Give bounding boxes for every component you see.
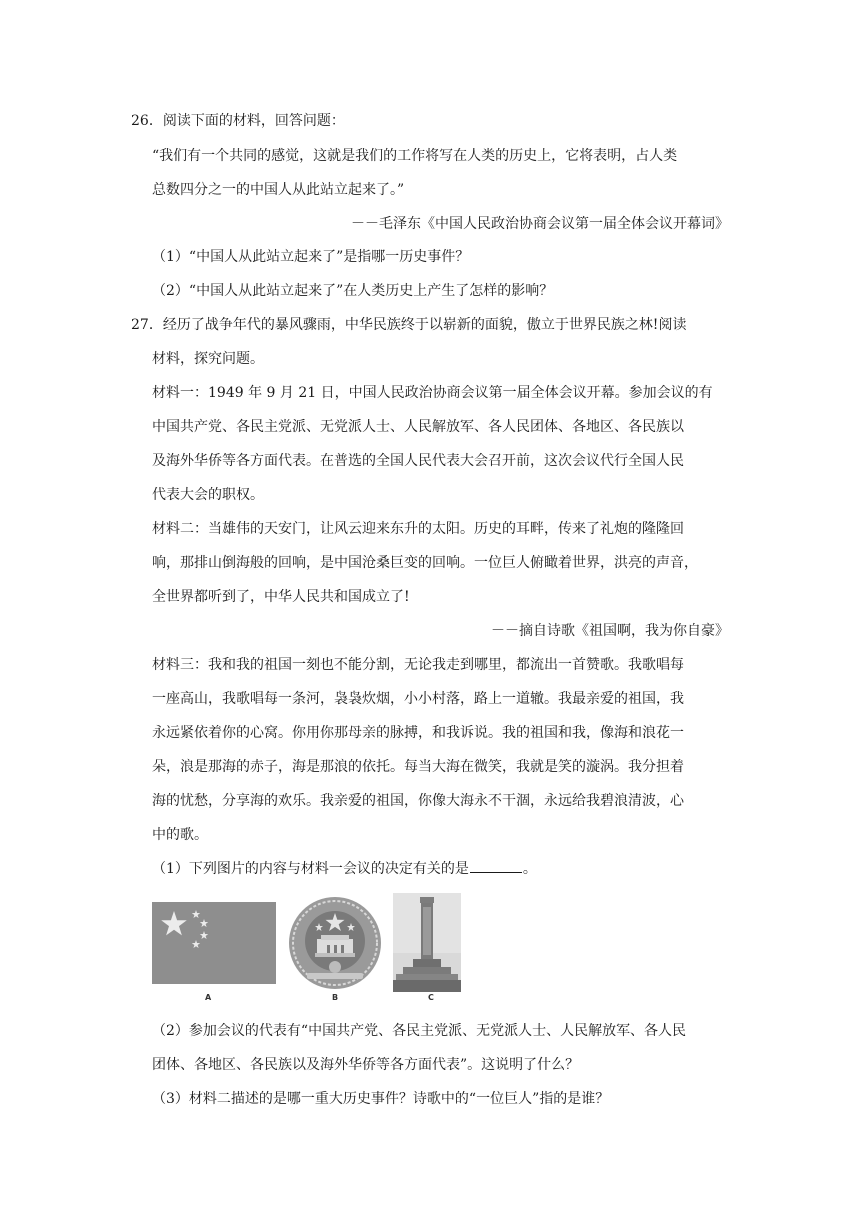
national-flag-image bbox=[152, 902, 276, 984]
image-label-a: A bbox=[205, 993, 212, 1002]
image-label-c: C bbox=[428, 993, 434, 1002]
national-emblem-image bbox=[287, 895, 383, 991]
q27-material3-line6: 中的歌。 bbox=[152, 827, 208, 843]
q27-sub1 bbox=[152, 858, 537, 879]
q26-sub1: （1）“中国人从此站立起来了”是指哪一历史事件？ bbox=[152, 249, 470, 265]
q27-material3-line2: 一座高山，我歌唱每一条河，袅袅炊烟，小小村落，路上一道辙。我最亲爱的祖国，我 bbox=[152, 691, 684, 707]
monument-image bbox=[393, 893, 461, 992]
q27-sub2-line1: （2）参加会议的代表有“中国共产党、各民主党派、无党派人士、人民解放军、各人民 bbox=[152, 1023, 687, 1039]
q26-source: －－毛泽东《中国人民政治协商会议第一届全体会议开幕词》 bbox=[351, 216, 729, 232]
q27-material3-line3: 永远紧依着你的心窝。你用你那母亲的脉搏，和我诉说。我的祖国和我，像海和浪花一 bbox=[152, 725, 684, 741]
q27-material2-line1: 材料二：当雄伟的天安门，让风云迎来东升的太阳。历史的耳畔，传来了礼炮的隆隆回 bbox=[152, 521, 684, 537]
q26-quote-line2: 总数四分之一的中国人从此站立起来了。” bbox=[152, 182, 405, 198]
q27-stem-line2: 材料，探究问题。 bbox=[152, 351, 264, 367]
q27-stem-line1: 27．经历了战争年代的暴风骤雨，中华民族终于以崭新的面貌，傲立于世界民族之林!阅读 bbox=[131, 317, 687, 333]
q27-material1-line3: 及海外华侨等各方面代表。在普选的全国人民代表大会召开前，这次会议代行全国人民 bbox=[152, 453, 684, 469]
q27-material1-line2: 中国共产党、各民主党派、无党派人士、人民解放军、各人民团体、各地区、各民族以 bbox=[152, 419, 684, 435]
q26-stem: 26．阅读下面的材料，回答问题： bbox=[131, 113, 345, 129]
q26-quote-line1: “我们有一个共同的感觉，这就是我们的工作将写在人类的历史上，它将表明，占人类 bbox=[152, 148, 678, 164]
q27-material1-line4: 代表大会的职权。 bbox=[152, 487, 264, 503]
q27-material2-line3: 全世界都听到了，中华人民共和国成立了! bbox=[152, 589, 410, 605]
q27-sub2-line2: 团体、各地区、各民族以及海外华侨等各方面代表”。这说明了什么？ bbox=[152, 1057, 580, 1073]
q27-sub3: （3）材料二描述的是哪一重大历史事件？诗歌中的“一位巨人”指的是谁？ bbox=[152, 1091, 610, 1107]
answer-blank[interactable] bbox=[470, 858, 522, 873]
image-label-b: B bbox=[332, 993, 339, 1002]
q27-material3-line5: 海的忧愁，分享海的欢乐。我亲爱的祖国，你像大海永不干涸，永远给我碧浪清波，心 bbox=[152, 793, 684, 809]
q26-sub2: （2）“中国人从此站立起来了”在人类历史上产生了怎样的影响？ bbox=[152, 283, 554, 299]
q27-material3-line1: 材料三：我和我的祖国一刻也不能分割，无论我走到哪里，都流出一首赞歌。我歌唱每 bbox=[152, 657, 684, 673]
q27-sub1-end: 。 bbox=[522, 861, 537, 877]
q27-material1-line1: 材料一：1949 年 9 月 21 日，中国人民政治协商会议第一届全体会议开幕。参加会议的有 bbox=[152, 385, 713, 401]
q27-material2-source: －－摘自诗歌《祖国啊，我为你自豪》 bbox=[491, 623, 729, 639]
q27-material3-line4: 朵，浪是那海的赤子，海是那浪的依托。每当大海在微笑，我就是笑的漩涡。我分担着 bbox=[152, 759, 684, 775]
q27-material2-line2: 响，那排山倒海般的回响，是中国沧桑巨变的回响。一位巨人俯瞰着世界，洪亮的声音， bbox=[152, 555, 698, 571]
q27-sub1-text: （1）下列图片的内容与材料一会议的决定有关的是 bbox=[152, 861, 469, 877]
